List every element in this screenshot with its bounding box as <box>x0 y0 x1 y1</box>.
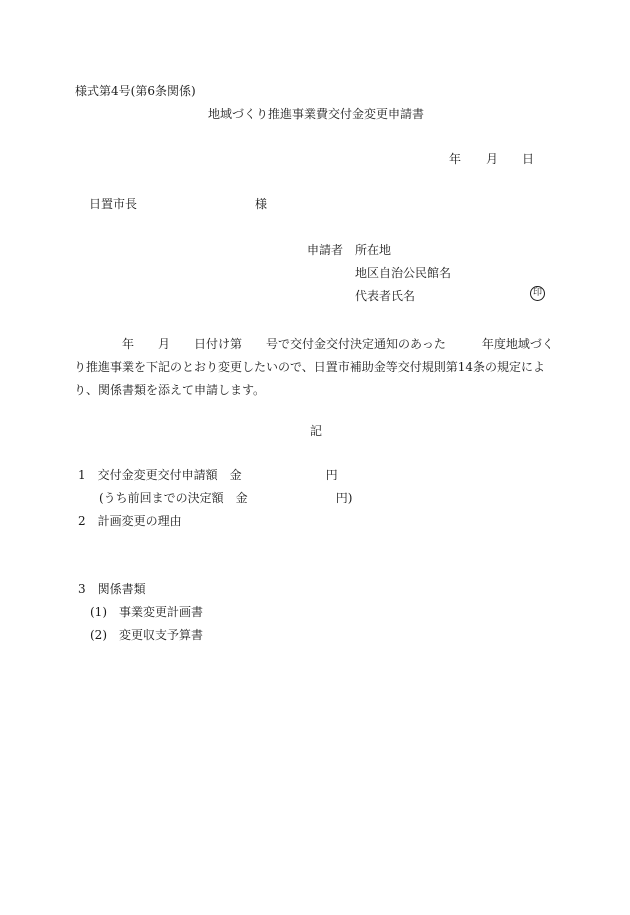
item-3-sub-2: (2) 変更収支予算書 <box>90 628 203 642</box>
item-1-sub <box>99 491 352 505</box>
item-1-label: 1 交付金変更交付申請額 金 <box>78 468 242 482</box>
document-title: 地域づくり推進事業費交付金変更申請書 <box>208 107 425 121</box>
date-day-label: 日 <box>522 152 535 166</box>
applicant-address-label: 所在地 <box>355 243 392 257</box>
item-3-sub-1: (1) 事業変更計画書 <box>90 605 203 619</box>
item-2: 2 計画変更の理由 <box>78 514 182 528</box>
item-1-sub-label: (うち前回までの決定額 金 <box>99 491 248 505</box>
applicant-representative-label: 代表者氏名 <box>355 289 416 303</box>
date-year-label: 年 <box>449 152 462 166</box>
item-1-sub-unit: 円) <box>335 491 353 505</box>
applicant-label: 申請者 <box>307 243 344 257</box>
addressee-name: 日置市長 <box>89 197 138 211</box>
addressee-honorific: 様 <box>255 197 268 211</box>
date-month-label: 月 <box>486 152 499 166</box>
item-1-unit: 円 <box>325 468 338 482</box>
form-number: 様式第4号(第6条関係) <box>75 84 196 98</box>
item-1 <box>78 468 338 482</box>
ki-heading: 記 <box>310 424 323 438</box>
applicant-hall-label: 地区自治公民館名 <box>355 266 452 280</box>
seal-icon: 印 <box>530 286 545 301</box>
item-3: 3 関係書類 <box>78 582 146 596</box>
body-paragraph: 年 月 日付け第 号で交付金交付決定通知のあった 年度地域づくり推進事業を下記のとおり変更したいので、日置市補助金等交付規則第14条の規定により、関係書類を添えて申請します。 <box>74 337 554 397</box>
